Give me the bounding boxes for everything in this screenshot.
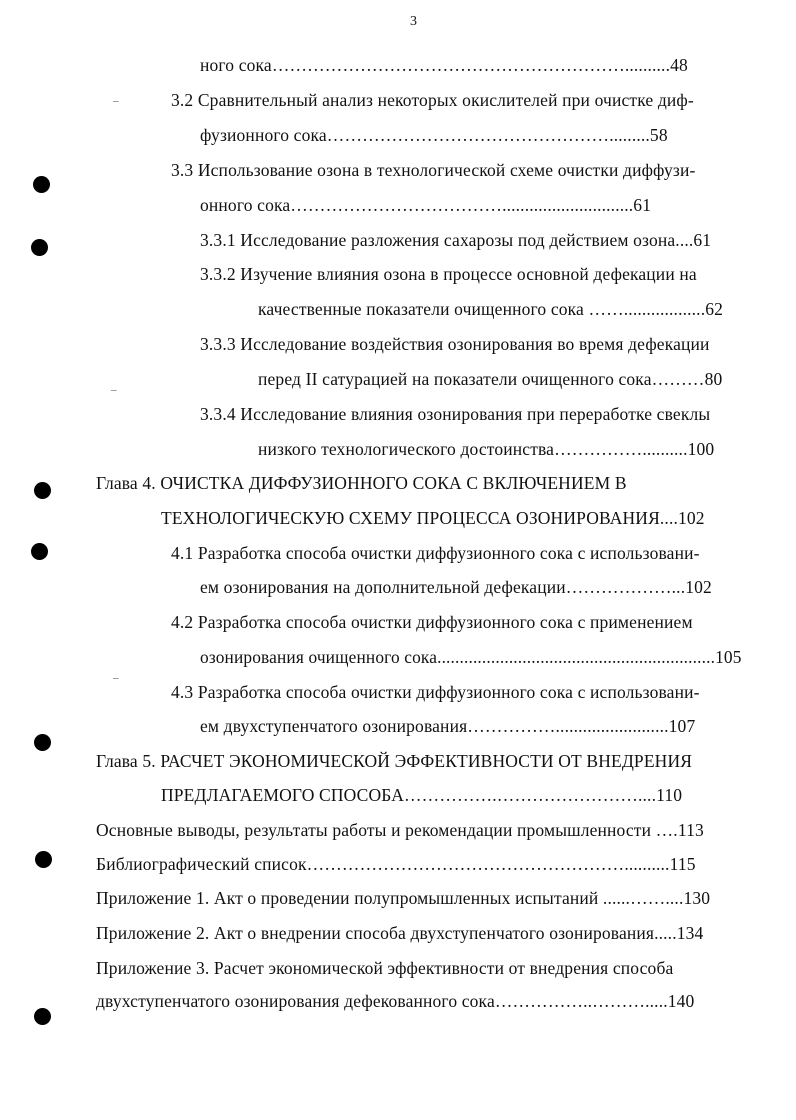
page-number: 3	[410, 14, 417, 29]
toc-entry: 3.3.4 Исследование влияния озонирования при переработке свеклы	[200, 404, 711, 424]
toc-entry: Основные выводы, результаты работы и рекомендации промышленности ….113	[96, 820, 704, 840]
toc-entry: ПРЕДЛАГАЕМОГО СПОСОБА…………….……………………....110	[161, 785, 683, 805]
toc-entry: Приложение 3. Расчет экономической эффективности от внедрения способа	[96, 958, 674, 978]
scan-mark: –	[113, 672, 119, 684]
punch-hole	[34, 482, 51, 499]
punch-hole	[34, 734, 51, 751]
punch-hole	[31, 239, 48, 256]
toc-entry: 3.3.2 Изучение влияния озона в процессе основной дефекации на	[200, 264, 697, 284]
toc-entry: 3.2 Сравнительный анализ некоторых окислителей при очистке диф-	[171, 90, 694, 110]
toc-entry: озонирования очищенного сока..............................................................105	[200, 647, 742, 667]
toc-entry: ного сока……………………………………………………..........48	[200, 55, 688, 75]
toc-entry: Приложение 1. Акт о проведении полупромышленных испытаний ......……....130	[96, 888, 711, 908]
toc-entry: Библиографический список………………………………………………..........115	[96, 854, 696, 874]
toc-entry: 4.2 Разработка способа очистки диффузионного сока с применением	[171, 612, 693, 632]
punch-hole	[35, 851, 52, 868]
toc-entry: 4.1 Разработка способа очистки диффузионного сока с использовани-	[171, 543, 700, 563]
toc-entry: фузионного сока………………………………………….........58	[200, 125, 668, 145]
scan-mark: –	[113, 95, 119, 107]
toc-entry: 4.3 Разработка способа очистки диффузионного сока с использовани-	[171, 682, 700, 702]
toc-entry: Приложение 2. Акт о внедрении способа двухступенчатого озонирования.....134	[96, 923, 704, 943]
toc-entry: качественные показатели очищенного сока ……..................62	[258, 299, 724, 319]
toc-entry: ем двухступенчатого озонирования…………….........................107	[200, 716, 696, 736]
toc-entry: Глава 5. РАСЧЕТ ЭКОНОМИЧЕСКОЙ ЭФФЕКТИВНОСТИ ОТ ВНЕДРЕНИЯ	[96, 751, 693, 771]
toc-entry: перед II сатурацией на показатели очищенного сока………80	[258, 369, 723, 389]
toc-entry: онного сока……………………………….............................61	[200, 195, 652, 215]
toc-entry: Глава 4. ОЧИСТКА ДИФФУЗИОННОГО СОКА С ВКЛЮЧЕНИЕМ В	[96, 473, 627, 493]
toc-entry: двухступенчатого озонирования дефекованного сока……………..……….....140	[96, 991, 695, 1011]
punch-hole	[33, 176, 50, 193]
toc-entry: ТЕХНОЛОГИЧЕСКУЮ СХЕМУ ПРОЦЕССА ОЗОНИРОВАНИЯ....102	[161, 508, 705, 528]
punch-hole	[34, 1008, 51, 1025]
toc-entry: 3.3.1 Исследование разложения сахарозы под действием озона....61	[200, 230, 712, 250]
toc-entry: низкого технологического достоинства……………..........100	[258, 439, 715, 459]
punch-hole	[31, 543, 48, 560]
scan-mark: –	[111, 384, 117, 396]
toc-entry: 3.3 Использование озона в технологической схеме очистки диффузи-	[171, 160, 696, 180]
toc-entry: 3.3.3 Исследование воздействия озонирования во время дефекации	[200, 334, 710, 354]
toc-entry: ем озонирования на дополнительной дефекации………………...102	[200, 577, 712, 597]
